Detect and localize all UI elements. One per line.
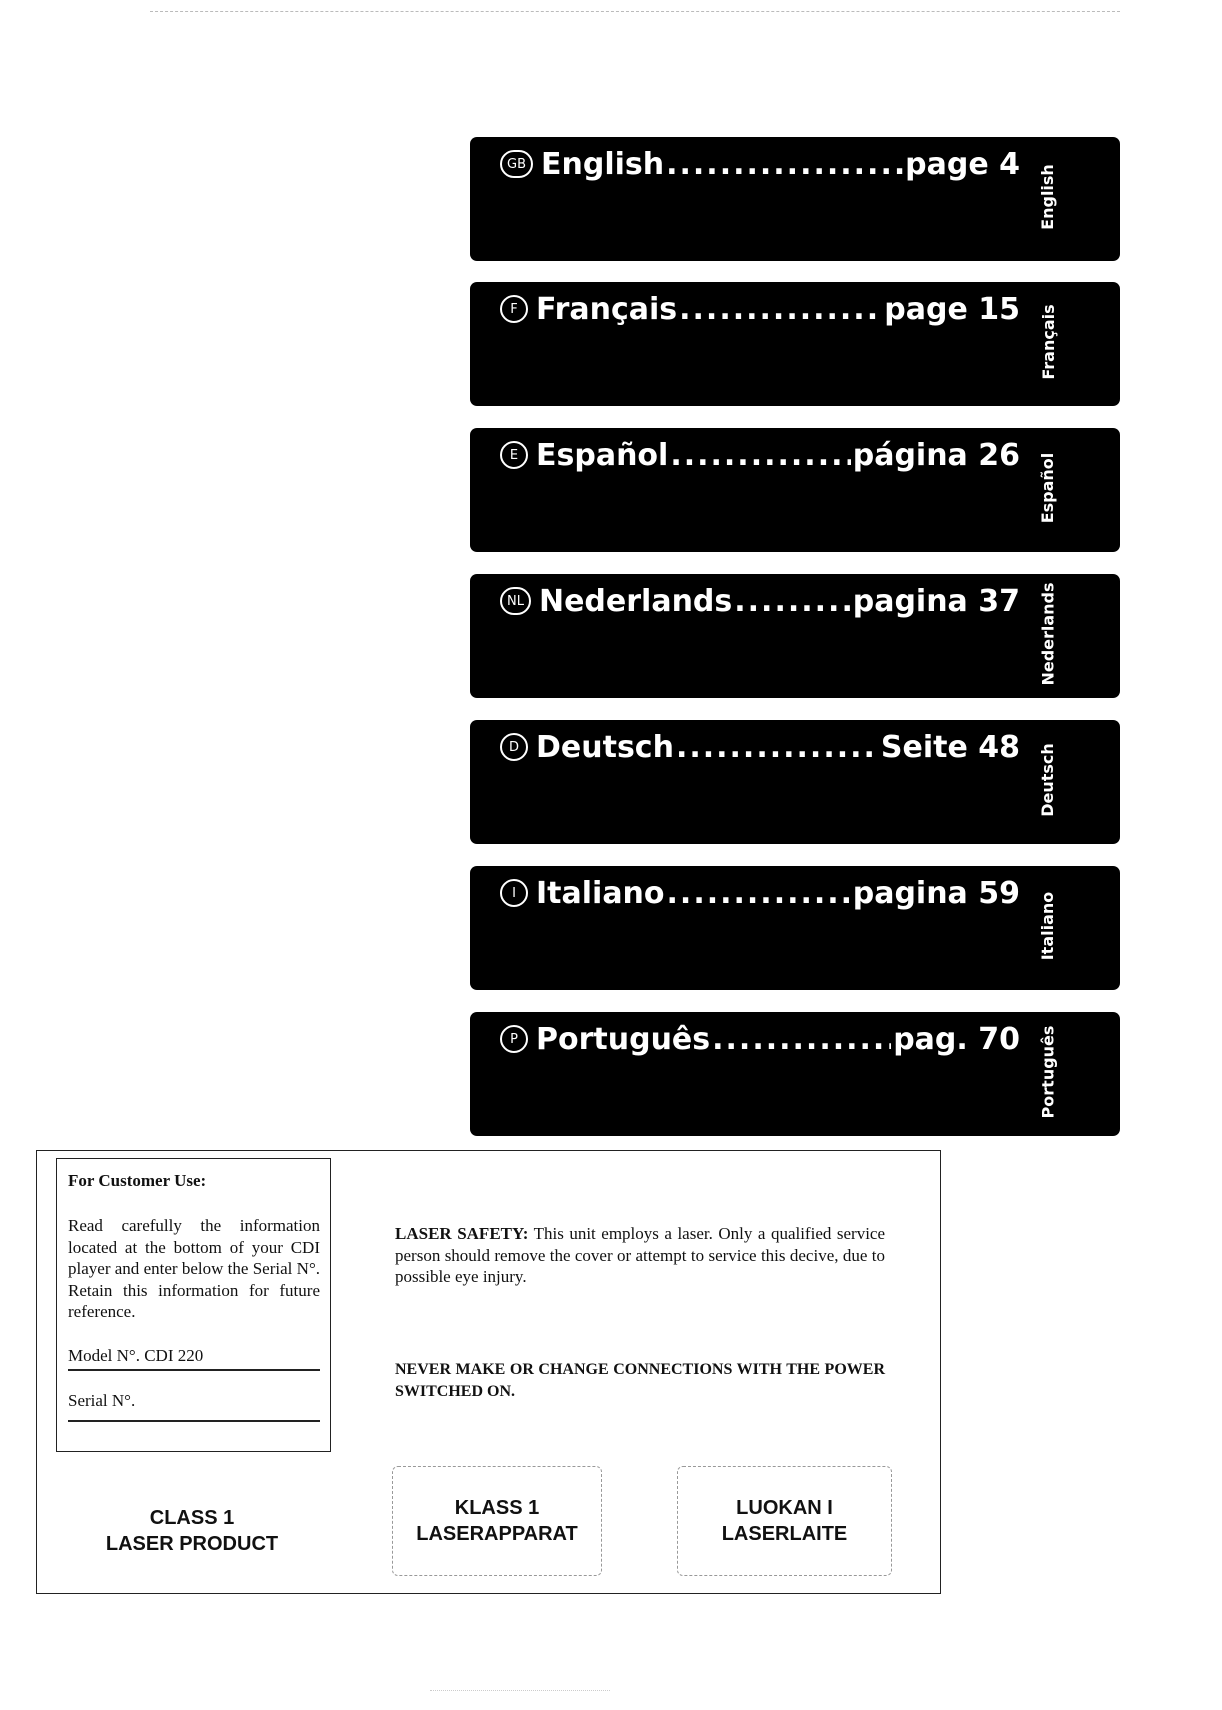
- side-label: Italiano: [1038, 891, 1058, 961]
- language-code-badge: NL: [500, 587, 531, 615]
- laser-label-line1: CLASS 1: [149, 1507, 235, 1529]
- page-reference: página 26: [852, 437, 1020, 473]
- safety-info-box: [36, 1150, 941, 1594]
- tab-title: [500, 578, 1020, 624]
- language-tab-italiano[interactable]: [470, 866, 1120, 990]
- dot-leader: [679, 292, 882, 327]
- page-reference: Seite 48: [880, 729, 1020, 765]
- page-reference: pagina 59: [852, 875, 1020, 911]
- side-label: Español: [1038, 452, 1058, 524]
- laser-safety-text: This unit employs a laser. Only a qualified service person should remove the cover or attempt to service this decive, due to possible eye injury.: [395, 1224, 886, 1286]
- language-name: Nederlands: [538, 583, 733, 619]
- top-dashed-line: [150, 11, 1120, 12]
- language-name: English: [541, 146, 665, 182]
- side-label: English: [1038, 164, 1058, 230]
- language-code-badge: F: [500, 295, 528, 323]
- tab-title: [500, 870, 1020, 916]
- language-tab-nederlands[interactable]: [470, 574, 1120, 698]
- customer-use-title: For Customer Use:: [68, 1171, 207, 1190]
- tab-title: [500, 1016, 1020, 1062]
- laser-label-line1: LUOKAN I: [736, 1497, 833, 1519]
- tab-title: [500, 286, 1020, 332]
- laser-class-label-english: [77, 1486, 307, 1576]
- page-reference: page 4: [905, 146, 1020, 182]
- side-label: Português: [1038, 1025, 1058, 1119]
- dot-leader: [734, 584, 850, 619]
- laser-class-label-swedish: [392, 1466, 602, 1576]
- language-tab-francais[interactable]: [470, 282, 1120, 406]
- connection-warning: NEVER MAKE OR CHANGE CONNECTIONS WITH THE POWER SWITCHED ON.: [395, 1361, 885, 1400]
- language-name: Français: [536, 291, 678, 327]
- customer-use-text: Read carefully the information located at the bottom of your CDI player and enter below the Serial N°. Retain this information for future reference.: [68, 1216, 320, 1321]
- page-reference: page 15: [884, 291, 1020, 327]
- serial-number-field[interactable]: Serial N°.: [68, 1391, 320, 1422]
- language-name: Português: [536, 1021, 711, 1057]
- dot-leader: [670, 438, 850, 473]
- language-tab-espanol[interactable]: [470, 428, 1120, 552]
- language-name: Italiano: [536, 875, 665, 911]
- laser-label-line2: LASER PRODUCT: [105, 1533, 279, 1555]
- language-code-badge: P: [500, 1025, 528, 1053]
- bottom-specks: [430, 1690, 610, 1691]
- language-tab-deutsch[interactable]: [470, 720, 1120, 844]
- tab-title: [500, 432, 1020, 478]
- side-label: Français: [1038, 304, 1058, 380]
- language-tab-portugues[interactable]: [470, 1012, 1120, 1136]
- language-code-badge: D: [500, 733, 528, 761]
- side-label: Deutsch: [1038, 743, 1058, 817]
- customer-use-box: [56, 1158, 331, 1452]
- laser-safety-notice: [395, 1223, 885, 1288]
- tab-title: [500, 724, 1020, 770]
- language-name: Deutsch: [536, 729, 674, 765]
- side-label: Nederlands: [1038, 582, 1058, 686]
- laser-class-label-finnish: [677, 1466, 892, 1576]
- page-reference: pagina 37: [852, 583, 1020, 619]
- language-code-badge: E: [500, 441, 528, 469]
- language-code-badge: I: [500, 879, 528, 907]
- dot-leader: [666, 147, 903, 182]
- laser-label-line2: LASERLAITE: [721, 1523, 848, 1545]
- page-reference: pag. 70: [893, 1021, 1020, 1057]
- dot-leader: [667, 876, 851, 911]
- laser-safety-heading: LASER SAFETY:: [395, 1224, 529, 1243]
- dot-leader: [676, 730, 879, 765]
- language-tab-english[interactable]: [470, 137, 1120, 261]
- laser-label-line1: KLASS 1: [454, 1497, 540, 1519]
- language-name: Español: [536, 437, 669, 473]
- laser-label-line2: LASERAPPARAT: [416, 1523, 578, 1545]
- tab-title: [500, 141, 1020, 187]
- dot-leader: [712, 1022, 891, 1057]
- model-number: Model N°. CDI 220: [68, 1346, 320, 1371]
- language-code-badge: GB: [500, 150, 533, 178]
